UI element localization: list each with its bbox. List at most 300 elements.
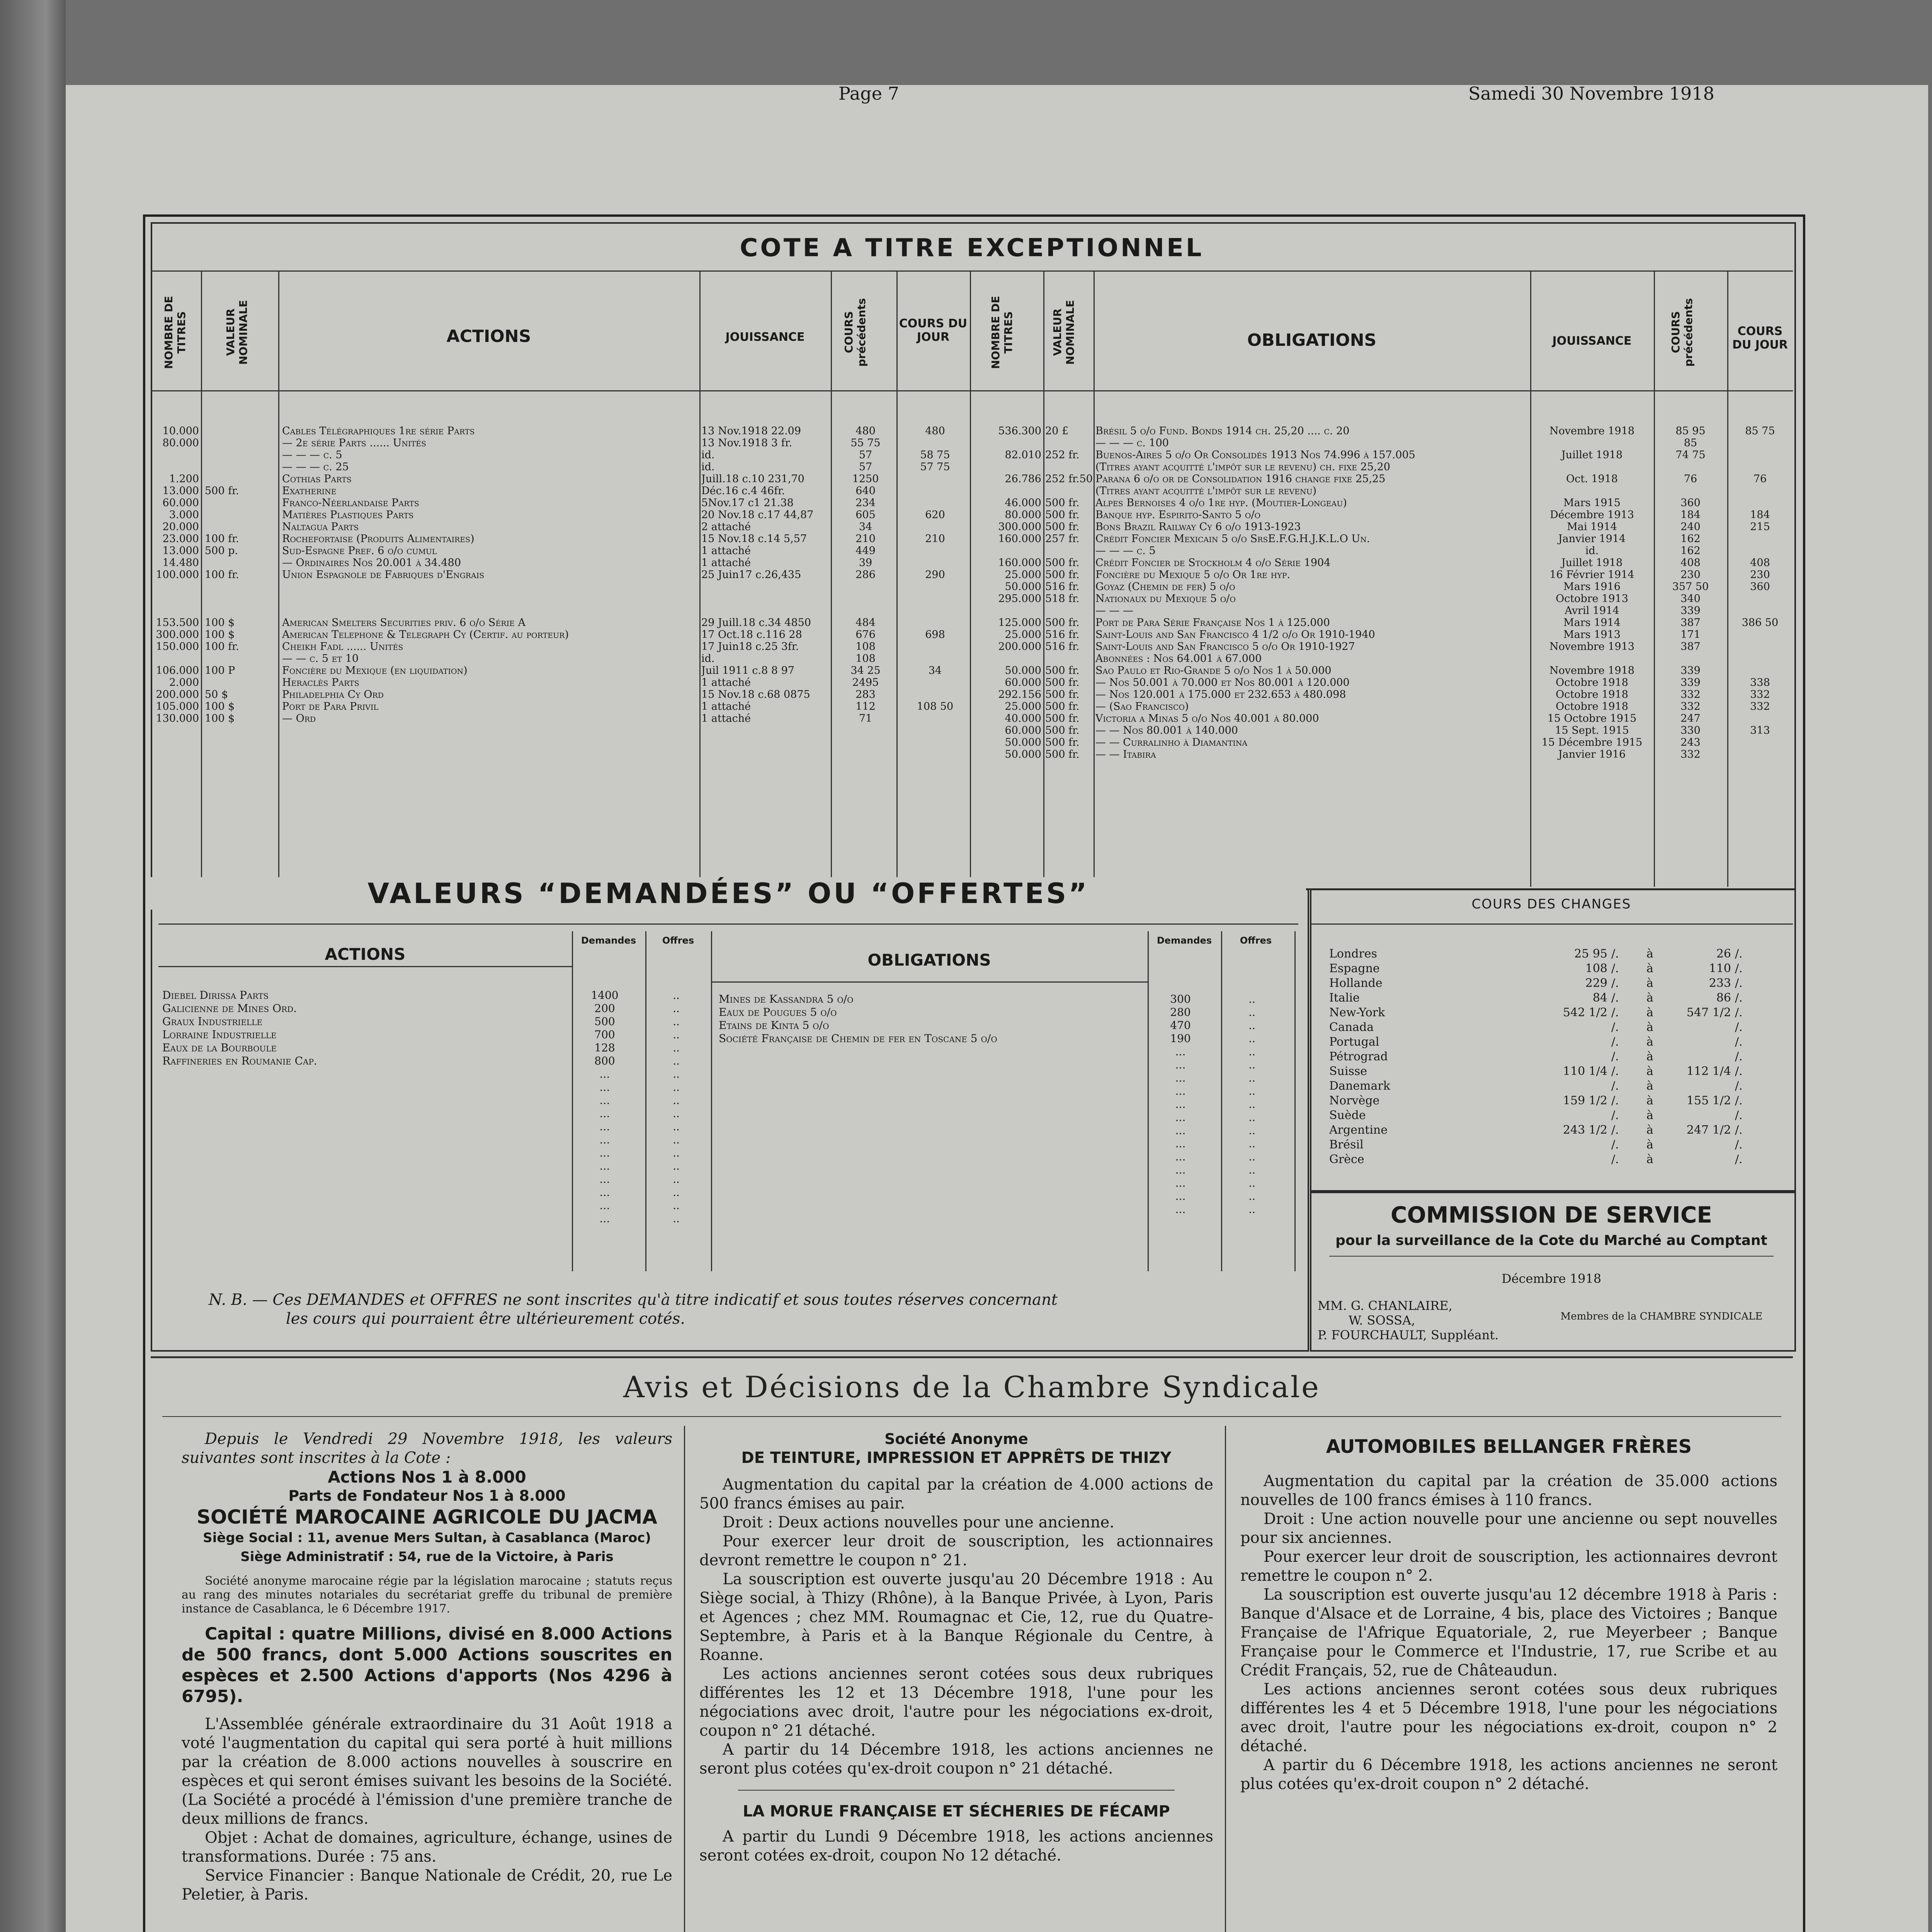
changes-title: COURS DES CHANGES (1471, 896, 1631, 912)
valeur-cell: 516 fr. (1045, 581, 1080, 593)
table-row (719, 1019, 1294, 1032)
table-row (1329, 1035, 1785, 1049)
commission-role: Membres de la CHAMBRE SYNDICALE (1560, 1311, 1763, 1322)
demande-cell: ... (599, 1160, 610, 1172)
jouissance-cell: Mars 1914 (1563, 617, 1621, 629)
demande-cell: ... (1175, 1111, 1186, 1123)
obligation-name-cell: — Nos 50.001 à 70.000 et Nos 80.001 à 120.000 (1095, 677, 1350, 689)
cours-prec-cell: 332 (1680, 689, 1701, 701)
obligation-name-cell: Buenos-Aires 5 o/o Or Consolidés 1913 Nos 74.996 à 157.005 (1095, 449, 1415, 461)
change-sep-cell: à (1646, 976, 1653, 990)
cours-prec-cell: 484 (855, 617, 876, 629)
cours-prec-cell: 34 (859, 521, 872, 533)
cours-prec-cell: 286 (855, 569, 876, 581)
thizy-p6: A partir du 14 Décembre 1918, les actions anciennes ne seront plus cotées qu'ex-droit coupon n° 21 détaché. (699, 1741, 1213, 1777)
demande-cell: ... (599, 1199, 610, 1211)
offre-cell: .. (673, 1029, 680, 1041)
book-spine (0, 0, 66, 1932)
change-country-cell: Espagne (1329, 962, 1380, 975)
table-row (719, 1006, 1294, 1019)
action-name-cell: — — — c. 25 (282, 461, 349, 473)
jouissance-cell: 15 Décembre 1915 (1541, 736, 1643, 748)
table-row (1329, 1064, 1785, 1079)
action-name-cell: American Telephone & Telegraph Cy (Certif. au porteur) (282, 629, 569, 641)
table-row (151, 641, 970, 653)
col-div (1294, 931, 1296, 1271)
table-row (970, 677, 1793, 689)
cours-jour-cell: 290 (925, 569, 945, 581)
change-ask-cell: 86 (1716, 991, 1731, 1005)
bellanger-notice (1240, 1437, 1777, 1794)
action-name-cell: — Ordinaires Nos 20.001 à 34.480 (282, 557, 461, 569)
offre-cell: .. (1248, 1164, 1255, 1176)
change-country-cell: Argentine (1329, 1123, 1388, 1137)
valeur-name-cell: Diebel Dirissa Parts (162, 989, 269, 1001)
col-head-actions: ACTIONS (446, 327, 531, 346)
nombre-cell: 160.000 (998, 557, 1041, 569)
valeur-cell: 100 P (205, 665, 235, 677)
rule (738, 1790, 1175, 1791)
action-name-cell: Rochefortaise (Produits Alimentaires) (282, 533, 474, 545)
demande-cell: 200 (594, 1002, 615, 1014)
obligation-name-cell: Parana 6 o/o or de Consolidation 1916 change fixe 25,25 (1095, 473, 1386, 485)
nombre-cell: 13.000 (162, 545, 199, 557)
cours-prec-cell: 76 (1684, 473, 1697, 485)
change-sep-cell: à (1646, 1138, 1653, 1151)
action-name-cell: Union Espagnole de Fabriques d'Engrais (282, 569, 485, 581)
nombre-cell: 80.000 (1005, 509, 1041, 521)
table-row (151, 557, 970, 569)
change-unit-cell: /. (1611, 1079, 1619, 1093)
table-row (1329, 1152, 1785, 1167)
change-bid-cell: 110 1/4 (1563, 1065, 1607, 1078)
change-unit-cell: /. (1611, 1123, 1619, 1137)
thizy-p1: Augmentation du capital par la création de 4.000 actions de 500 francs émises au pair. (699, 1476, 1213, 1512)
valeur-cell: 500 fr. (205, 485, 239, 497)
table-row (1329, 947, 1785, 961)
valeur-cell: 500 p. (205, 545, 238, 557)
cours-prec-cell: 55 75 (850, 437, 881, 449)
valeur-cell: 100 fr. (205, 569, 239, 581)
val-off-head: Offres (662, 935, 694, 946)
offre-cell: .. (673, 989, 680, 1001)
table-row (970, 665, 1793, 677)
table-row (970, 461, 1793, 473)
change-unit-cell: /. (1611, 976, 1619, 990)
demande-cell: ... (599, 1147, 610, 1159)
nombre-cell: 125.000 (998, 617, 1041, 629)
thizy-t1: Société Anonyme (884, 1430, 1028, 1447)
jouissance-cell: 1 attaché (701, 557, 751, 569)
valeur-cell: 252 fr. (1045, 449, 1080, 461)
offre-cell: .. (1248, 993, 1255, 1005)
jouissance-cell: Novembre 1918 (1549, 665, 1635, 677)
action-name-cell: Port de Para Privil (282, 701, 378, 713)
page-number: Page 7 (838, 83, 899, 104)
commission-month: Décembre 1918 (1501, 1271, 1602, 1286)
cours-jour-cell: 620 (925, 509, 945, 521)
change-bid-cell: 159 1/2 (1563, 1094, 1607, 1107)
change-ask-cell: 247 1/2 (1686, 1123, 1731, 1137)
table-row (719, 1124, 1294, 1138)
obligation-name-cell: — — Itabira (1095, 748, 1156, 760)
bellanger-title: AUTOMOBILES BELLANGER FRÈRES (1326, 1436, 1692, 1458)
action-name-cell: Cothias Parts (282, 473, 352, 485)
action-name-cell: Foncière du Mexique (en liquidation) (282, 665, 468, 677)
change-unit-cell: /. (1735, 1109, 1743, 1122)
thizy-t2: DE TEINTURE, IMPRESSION ET APPRÊTS DE THIZY (741, 1449, 1172, 1467)
jacma-intro: Depuis le Vendredi 29 Novembre 1918, les valeurs suivantes sont inscrites à la Cote : (182, 1430, 672, 1467)
table-row (970, 748, 1793, 760)
table-row (162, 1107, 711, 1121)
table-row (970, 449, 1793, 461)
cours-jour-cell: 184 (1750, 509, 1770, 521)
obligation-name-cell: — Nos 120.001 à 175.000 et 232.653 à 480.098 (1095, 689, 1346, 701)
rule (711, 981, 1148, 983)
obligation-name-cell: Sao Paulo et Rio-Grande 5 o/o Nos 1 à 50.000 (1095, 665, 1332, 677)
offre-cell: .. (1248, 1046, 1255, 1058)
table-row (162, 1002, 711, 1015)
demande-cell: 300 (1170, 993, 1191, 1005)
cours-prec-cell: 112 (855, 701, 876, 713)
cours-prec-cell: 449 (855, 545, 876, 557)
nombre-cell: 80.000 (162, 437, 199, 449)
nombre-cell: 200.000 (998, 641, 1041, 653)
change-sep-cell: à (1646, 1109, 1653, 1122)
col-head-valeur: VALEUR NOMINALE (224, 300, 250, 365)
jouissance-cell: 29 Juill.18 c.34 4850 (701, 617, 811, 629)
cours-prec-cell: 332 (1680, 701, 1701, 713)
jouissance-cell: 15 Octobre 1915 (1547, 713, 1637, 724)
jouissance-cell: Octobre 1918 (1556, 677, 1628, 689)
offre-cell: .. (1248, 1006, 1255, 1018)
table-row (1329, 1005, 1785, 1020)
jouissance-cell: 17 Juin18 c.25 3fr. (701, 641, 799, 653)
action-name-cell: — — c. 5 et 10 (282, 653, 359, 665)
table-row (719, 1046, 1294, 1059)
table-row (151, 689, 970, 701)
valeur-cell: 100 $ (205, 701, 235, 713)
change-bid-cell: 542 1/2 (1563, 1006, 1607, 1019)
demande-cell: ... (1175, 1046, 1186, 1058)
table-row (719, 1164, 1294, 1177)
obligation-name-cell: — — Nos 80.001 à 140.000 (1095, 724, 1238, 736)
obligation-name-cell: Alpes Bernoises 4 o/o 1re hyp. (Moutier-Longeau) (1095, 497, 1347, 509)
valeur-cell: 500 fr. (1045, 724, 1080, 736)
thizy-notice (699, 1430, 1213, 1865)
jouissance-cell: 15 Sept. 1915 (1555, 724, 1629, 736)
offre-cell: .. (1248, 1111, 1255, 1123)
jouissance-cell: id. (701, 449, 715, 461)
bellanger-p3: Pour exercer leur droit de souscription, les actionnaires devront remettre le coupon n° 2. (1240, 1548, 1777, 1585)
jouissance-cell: id. (701, 461, 715, 473)
change-ask-cell: 26 (1716, 947, 1731, 961)
table-row (151, 509, 970, 521)
table-row (162, 1134, 711, 1147)
demande-cell: ... (1175, 1098, 1186, 1110)
bellanger-p4: La souscription est ouverte jusqu'au 12 décembre 1918 à Paris : Banque d'Alsace et de Lorraine, 4 bis, place des Victoires ; Banque Française de l'Afrique Equatoriale, 2, rue Meyerbeer ; Banque Française pour le Commerce et l'Industrie, 17, rue Scribe et au Crédit Français, 52, rue de Châteaudun. (1240, 1586, 1777, 1679)
demande-cell: ... (1175, 1124, 1186, 1136)
demande-cell: ... (599, 1186, 610, 1198)
cours-prec-cell: 85 95 (1675, 425, 1706, 437)
action-name-cell: — — — c. 5 (282, 449, 342, 461)
offre-cell: .. (1248, 1085, 1255, 1097)
offre-cell: .. (1248, 1059, 1255, 1071)
jouissance-cell: 20 Nov.18 c.17 44,87 (701, 509, 814, 521)
valeur-cell: 500 fr. (1045, 509, 1080, 521)
table-row (719, 1059, 1294, 1072)
obligation-name-cell: Crédit Foncier Mexicain 5 o/o SrsE.F.G.H.J.K.L.O Un. (1095, 533, 1370, 545)
action-name-cell: Sud-Espagne Pref. 6 o/o cumul (282, 545, 437, 557)
table-row (719, 1138, 1294, 1151)
offre-cell: .. (673, 1015, 680, 1027)
action-name-cell: Matières Plastiques Parts (282, 509, 414, 521)
nombre-cell: 300.000 (156, 629, 199, 641)
table-row (151, 449, 970, 461)
table-row (162, 1186, 711, 1199)
cours-jour-cell: 57 75 (920, 461, 950, 473)
jouissance-cell: Novembre 1918 (1549, 425, 1635, 437)
nombre-cell: 25.000 (1005, 569, 1041, 581)
table-row (970, 425, 1793, 437)
jouissance-cell: 1 attaché (701, 701, 751, 713)
table-row (151, 605, 970, 617)
commission-members (1318, 1298, 1549, 1342)
obligation-name-cell: — — Curralinho à Diamantina (1095, 736, 1248, 748)
table-row (970, 629, 1793, 641)
nombre-cell: 60.000 (162, 497, 199, 509)
jouissance-cell: Mars 1913 (1563, 629, 1621, 641)
jouissance-cell: id. (701, 653, 715, 665)
change-unit-cell: /. (1735, 1020, 1743, 1034)
jacma-p2: Capital : quatre Millions, divisé en 8.000 Actions de 500 francs, dont 5.000 Actions souscrites en espèces et 2.500 Actions d'apports (Nos 4296 à 6795). (182, 1624, 672, 1706)
cours-jour-cell: 313 (1750, 724, 1770, 736)
table-row (151, 437, 970, 449)
demande-cell: ... (1175, 1085, 1186, 1097)
col-head-jouissance-2: JOUISSANCE (1552, 334, 1632, 348)
valeur-name-cell: Société Française de Chemin de fer en Toscane 5 o/o (719, 1032, 997, 1044)
valeur-cell: 516 fr. (1045, 629, 1080, 641)
offre-cell: .. (673, 1107, 680, 1119)
cours-prec-cell: 162 (1680, 533, 1701, 545)
nombre-cell: 3.000 (169, 509, 199, 521)
offre-cell: .. (1248, 1098, 1255, 1110)
cours-prec-cell: 34 25 (850, 665, 881, 677)
table-row (151, 497, 970, 509)
table-row (162, 1094, 711, 1107)
col-head-cours-prec-2: COURS précédents (1669, 298, 1695, 367)
change-bid-cell: 243 1/2 (1563, 1123, 1607, 1137)
obligation-name-cell: Bons Brazil Railway Cy 6 o/o 1913-1923 (1095, 521, 1301, 533)
table-row (970, 724, 1793, 736)
table-row (970, 557, 1793, 569)
thizy-p2: Droit : Deux actions nouvelles pour une ancienne. (723, 1514, 1114, 1531)
change-unit-cell: /. (1735, 1006, 1743, 1019)
change-country-cell: Suède (1329, 1109, 1366, 1122)
demande-cell: 128 (594, 1042, 615, 1054)
cours-prec-cell: 39 (859, 557, 872, 569)
table-row (151, 473, 970, 485)
change-unit-cell: /. (1735, 1094, 1743, 1107)
cours-prec-cell: 408 (1680, 557, 1701, 569)
table-row (151, 545, 970, 557)
table-row (151, 533, 970, 545)
col-head-cours-jour: COURS DU JOUR (899, 317, 968, 344)
bellanger-p6: A partir du 6 Décembre 1918, les actions anciennes ne seront plus cotées qu'ex-droit coupon n° 2 détaché. (1240, 1756, 1777, 1793)
table-row (151, 425, 970, 437)
cours-prec-cell: 387 (1680, 617, 1701, 629)
cours-prec-cell: 1250 (852, 473, 879, 485)
page-date: Samedi 30 Novembre 1918 (1468, 83, 1714, 104)
cours-prec-cell: 243 (1680, 736, 1701, 748)
change-unit-cell: /. (1735, 947, 1743, 961)
jouissance-cell: Juill.18 c.10 231,70 (701, 473, 804, 485)
jouissance-cell: Déc.16 c.4 46fr. (701, 485, 785, 497)
cours-jour-cell: 85 75 (1745, 425, 1775, 437)
jouissance-cell: 15 Nov.18 c.68 0875 (701, 689, 810, 701)
col-head-obligations: OBLIGATIONS (1247, 330, 1377, 350)
table-row (719, 1151, 1294, 1164)
demande-cell: ... (1175, 1177, 1186, 1189)
table-row (719, 1098, 1294, 1111)
change-unit-cell: /. (1611, 1094, 1619, 1107)
change-country-cell: Italie (1329, 991, 1360, 1005)
cours-jour-cell: 215 (1750, 521, 1770, 533)
table-row (151, 485, 970, 497)
cours-jour-cell: 210 (925, 533, 945, 545)
demande-cell: ... (1175, 1138, 1186, 1150)
cours-jour-cell: 332 (1750, 701, 1770, 713)
cote-actions-table (151, 425, 970, 724)
action-name-cell: Cables Télégraphiques 1re série Parts (282, 425, 475, 437)
member-2: W. SOSSA, (1349, 1313, 1415, 1328)
change-bid-cell: 108 (1585, 962, 1607, 975)
nombre-cell: 130.000 (156, 713, 199, 724)
offre-cell: .. (673, 1160, 680, 1172)
jacma-l1: Actions Nos 1 à 8.000 (328, 1468, 526, 1486)
table-row (162, 1213, 711, 1226)
demande-cell: ... (1175, 1164, 1186, 1176)
change-country-cell: Canada (1329, 1020, 1374, 1034)
nombre-cell: 160.000 (998, 533, 1041, 545)
col-div (1225, 1426, 1226, 1932)
offre-cell: .. (673, 1213, 680, 1225)
change-country-cell: Hollande (1329, 976, 1383, 990)
fecamp-p: A partir du Lundi 9 Décembre 1918, les actions anciennes seront cotées ex-droit, coupon No 12 détaché. (699, 1828, 1213, 1864)
table-row (151, 653, 970, 665)
jacma-siege: Siège Social : 11, avenue Mers Sultan, à Casablanca (Maroc) (203, 1530, 651, 1546)
offre-cell: .. (1248, 1203, 1255, 1215)
page-header (0, 83, 1932, 106)
obligation-name-cell: Nationaux du Mexique 5 o/o (1095, 593, 1236, 605)
cours-jour-cell: 58 75 (920, 449, 950, 461)
cours-prec-cell: 2495 (852, 677, 879, 689)
col-head-cours-prec: COURS précédents (842, 298, 868, 367)
demande-cell: 700 (594, 1029, 615, 1041)
val-dem-head-2: Demandes (1156, 935, 1212, 946)
obligation-name-cell: Banque hyp. Espirito-Santo 5 o/o (1095, 509, 1261, 521)
change-sep-cell: à (1646, 1079, 1653, 1093)
table-row (151, 521, 970, 533)
offre-cell: .. (1248, 1032, 1255, 1044)
table-row (151, 677, 970, 689)
change-country-cell: Brésil (1329, 1138, 1364, 1151)
rule (162, 1416, 1781, 1417)
nombre-cell: 200.000 (156, 689, 199, 701)
jouissance-cell: 1 attaché (701, 677, 751, 689)
cours-prec-cell: 480 (855, 425, 876, 437)
change-country-cell: Suisse (1329, 1065, 1367, 1078)
obligation-name-cell: Saint-Louis and San Francisco 4 1/2 o/o Or 1910-1940 (1095, 629, 1375, 641)
valeur-cell: 500 fr. (1045, 677, 1080, 689)
action-name-cell: Naltagua Parts (282, 521, 359, 533)
nombre-cell: 536.300 (998, 425, 1041, 437)
change-ask-cell: 155 1/2 (1686, 1094, 1731, 1107)
valeur-cell: 500 fr. (1045, 713, 1080, 724)
nombre-cell: 1.200 (169, 473, 199, 485)
table-row (719, 1190, 1294, 1203)
table-row (970, 545, 1793, 557)
valeur-cell: 500 fr. (1045, 521, 1080, 533)
change-sep-cell: à (1646, 1123, 1653, 1137)
cours-prec-cell: 71 (859, 713, 872, 724)
thizy-p3: Pour exercer leur droit de souscription, les actionnaires devront remettre le coupon n° 21. (699, 1532, 1213, 1569)
jouissance-cell: Octobre 1913 (1556, 593, 1628, 605)
demande-cell: ... (1175, 1059, 1186, 1071)
thizy-p5: Les actions anciennes seront cotées sous deux rubriques différentes les 12 et 13 Décembre 1918, l'une pour les négociations avec droit, l'autre pour les négociations ex-droit, coupon n° 21 détaché. (699, 1665, 1213, 1740)
cours-prec-cell: 247 (1680, 713, 1701, 724)
valeur-cell: 500 fr. (1045, 689, 1080, 701)
table-row (151, 569, 970, 581)
obligation-name-cell: Crédit Foncier de Stockholm 4 o/o Série 1904 (1095, 557, 1331, 569)
cours-prec-cell: 210 (855, 533, 876, 545)
bellanger-p5: Les actions anciennes seront cotées sous deux rubriques différentes les 4 et 5 Décembre 1918, l'une pour les négociations avec droit, l'autre pour les négociations ex-droit, coupon n° 2 détaché. (1240, 1680, 1777, 1755)
valeur-cell: 100 $ (205, 629, 235, 641)
table-row (1329, 1108, 1785, 1123)
nombre-cell: 50.000 (1005, 736, 1041, 748)
valeur-cell: 257 fr. (1045, 533, 1080, 545)
valeur-name-cell: Eaux de Pougues 5 o/o (719, 1006, 837, 1018)
valeurs-title: VALEURS “DEMANDÉES” OU “OFFERTES” (151, 877, 1306, 910)
jouissance-cell: 1 attaché (701, 713, 751, 724)
demande-cell: ... (599, 1134, 610, 1146)
cours-prec-cell: 234 (855, 497, 876, 509)
cours-prec-cell: 230 (1680, 569, 1701, 581)
col-head-jouissance: JOUISSANCE (725, 330, 805, 344)
offre-cell: .. (673, 1134, 680, 1146)
cote-obligations-table (970, 425, 1793, 760)
bellanger-p1: Augmentation du capital par la création de 35.000 actions nouvelles de 100 francs émises à 110 francs. (1240, 1472, 1777, 1509)
jacma-p3: L'Assemblée générale extraordinaire du 31 Août 1918 a voté l'augmentation du capital qui sera porté à huit millions par la création de 8.000 actions nouvelles à souscrire en espèces et qui seront émises suivant les besoins de la Société. (La Société a procédé à l'émission d'une première tranche de deux millions de francs. (182, 1715, 672, 1828)
table-row (1329, 991, 1785, 1005)
change-bid-cell: 84 (1592, 991, 1607, 1005)
table-row (970, 497, 1793, 509)
col-head-nombre-2: NOMBRE DE TITRES (989, 296, 1015, 369)
cours-jour-cell: 360 (1750, 581, 1770, 593)
changes-table (1329, 947, 1785, 1167)
table-row (162, 1173, 711, 1186)
change-sep-cell: à (1646, 1050, 1653, 1063)
change-unit-cell: /. (1735, 1079, 1743, 1093)
nombre-cell: 40.000 (1005, 713, 1041, 724)
change-sep-cell: à (1646, 1065, 1653, 1078)
cours-prec-cell: 85 (1684, 437, 1697, 449)
cours-jour-cell: 386 50 (1742, 617, 1779, 629)
valeurs-nb (209, 1291, 1283, 1328)
offre-cell: .. (673, 1002, 680, 1014)
jacma-l2: Parts de Fondateur Nos 1 à 8.000 (288, 1487, 566, 1504)
table-row (1329, 1049, 1785, 1064)
